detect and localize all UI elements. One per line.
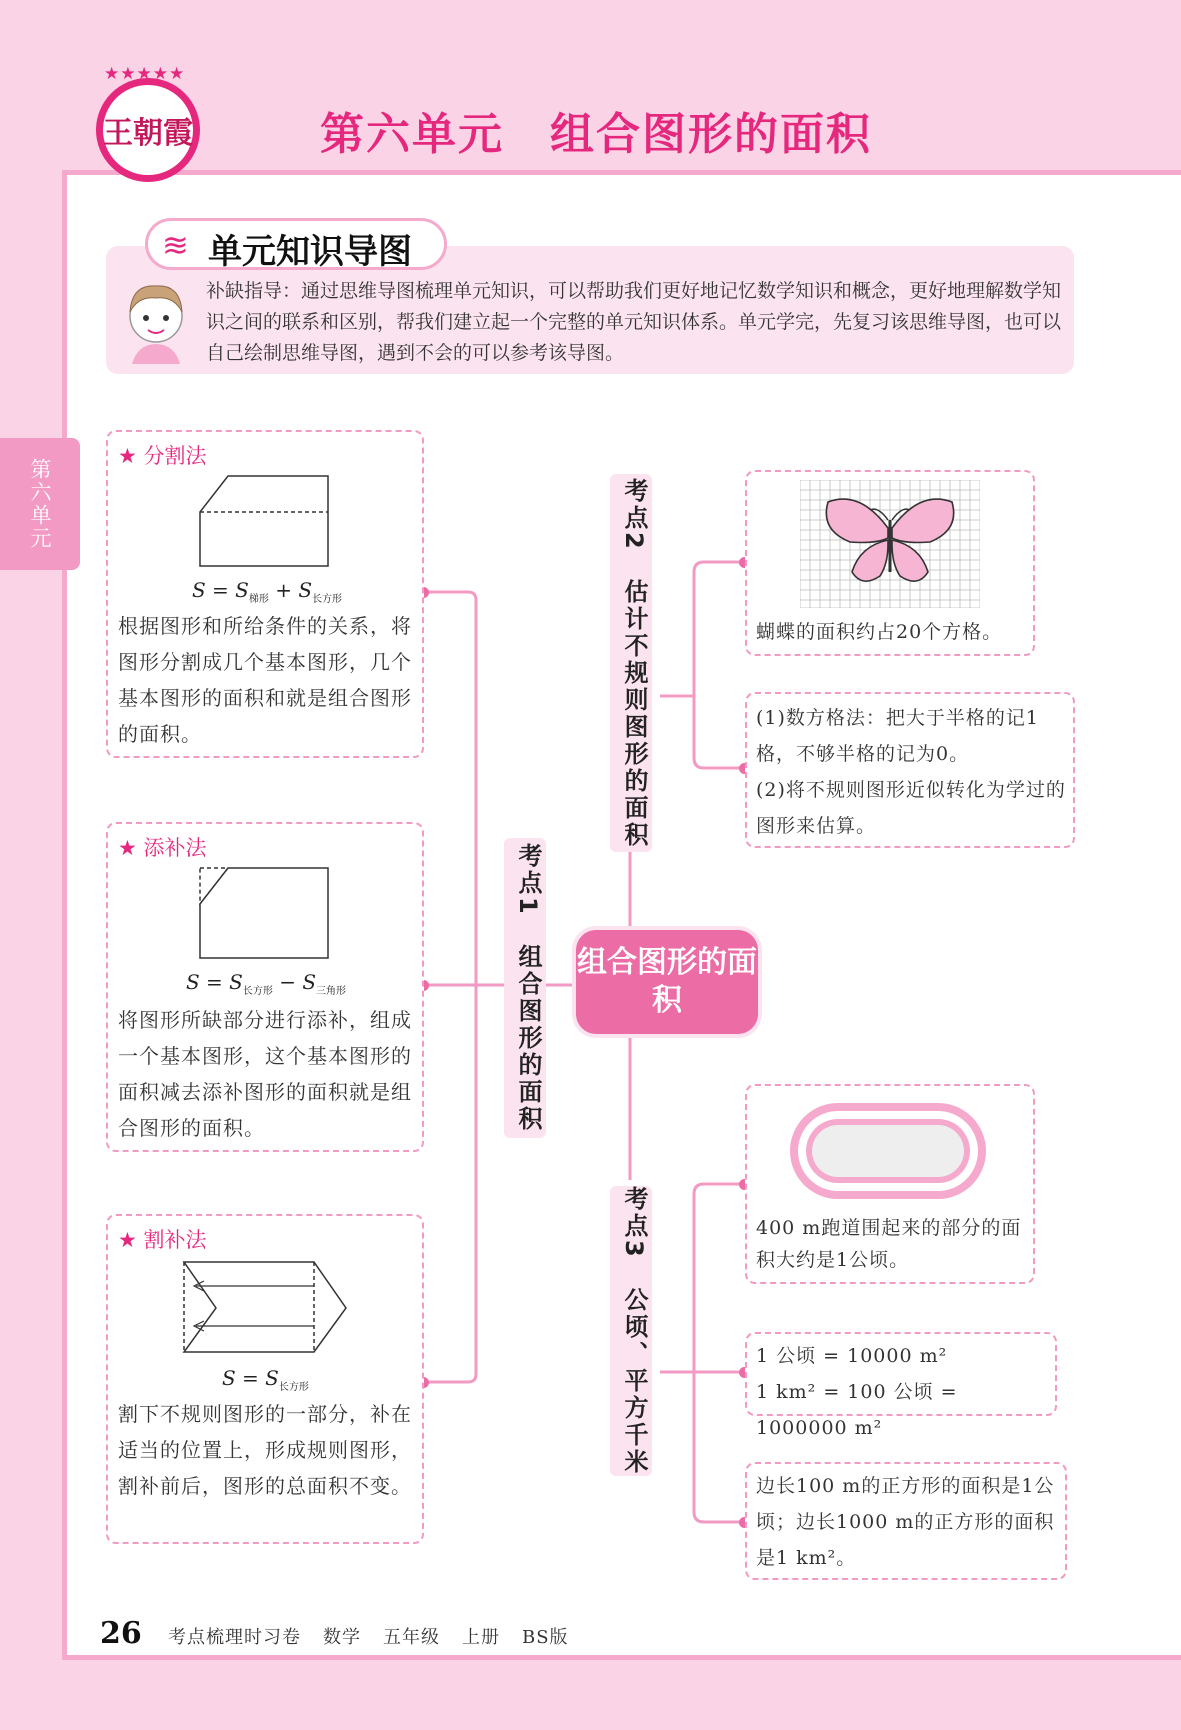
unit-title: 第六单元 组合图形的面积 <box>320 109 872 160</box>
running-track-field <box>812 1125 964 1177</box>
footer-subject: 数学 <box>323 1627 361 1648</box>
guide-text: 补缺指导：通过思维导图梳理单元知识，可以帮助我们更好地记忆数学知识和概念，更好地理解数学知识之间的联系和区别，帮我们建立起一个完整的单元知识体系。单元学完，先复习该思维导图，也可以自己绘制思维导图，遇到不会的可以参考该导图。 <box>206 280 1062 364</box>
footer-book: 考点梳理时习卷 <box>168 1627 301 1648</box>
logo-text: 王朝霞 <box>103 116 193 151</box>
point1-label[interactable]: 考点1 组合图形的面积 <box>504 838 546 1138</box>
star-icon: ★ <box>118 836 137 860</box>
square-area-text: 边长100 m的正方形的面积是1公顷；边长1000 m的正方形的面积是1 km²。 <box>756 1475 1055 1569</box>
center-node[interactable]: 组合图形的面积 <box>576 930 758 1034</box>
method-title: ★ 割补法 <box>118 1228 207 1252</box>
footer-volume: 上册 <box>462 1627 500 1648</box>
cutfill-figure <box>182 1260 348 1356</box>
side-tab-unit[interactable]: 第六单元 <box>0 438 80 570</box>
star-icon: ★ <box>118 444 137 468</box>
butterfly-caption: 蝴蝶的面积约占20个方格。 <box>756 621 1003 643</box>
conversion-line-2: 1 km² = 100 公顷 = 1000000 m² <box>756 1381 958 1439</box>
point2-label[interactable]: 考点2 估计不规则图形的面积 <box>610 474 652 852</box>
method-text: 割下不规则图形的一部分，补在适当的位置上，形成规则图形，割补前后，图形的总面积不变。 <box>118 1402 412 1498</box>
page-number: 26 <box>100 1616 142 1651</box>
estimate-method-text-1: (1)数方格法：把大于半格的记1格，不够半格的记为0。 <box>756 707 1040 765</box>
track-caption: 400 m跑道围起来的部分的面积大约是1公顷。 <box>756 1217 1022 1271</box>
footer-edition: BS版 <box>522 1627 569 1648</box>
split-figure <box>198 474 332 570</box>
footer-info <box>168 1623 591 1649</box>
point3-label[interactable]: 考点3 公顷、平方千米 <box>610 1186 652 1476</box>
formula-cutfill: $S = S_{长方形}$ <box>222 1366 309 1393</box>
formula-fill: $S = S_{长方形} - S_{三角形}$ <box>186 970 347 997</box>
fill-figure <box>198 866 332 962</box>
estimate-method-text-2: (2)将不规则图形近似转化为学过的图形来估算。 <box>756 779 1066 837</box>
butterfly-grid-figure <box>800 480 980 608</box>
method-text: 根据图形和所给条件的关系，将图形分割成几个基本图形，几个基本图形的面积和就是组合图形的面积。 <box>118 614 412 746</box>
conversion-line-1: 1 公顷 = 10000 m² <box>756 1345 948 1367</box>
formula-split: $S = S_{梯形} + S_{长方形}$ <box>192 578 343 605</box>
logo-stars-icon: ★★★★★ <box>104 64 186 84</box>
star-icon: ★ <box>118 1228 137 1252</box>
section-title: 单元知识导图 <box>208 232 412 272</box>
wave-icon: ≋ <box>162 226 189 264</box>
footer-grade: 五年级 <box>383 1627 440 1648</box>
method-title: ★ 添补法 <box>118 836 207 860</box>
method-title: ★ 分割法 <box>118 444 207 468</box>
method-text: 将图形所缺部分进行添补，组成一个基本图形，这个基本图形的面积减去添补图形的面积就是组合图形的面积。 <box>118 1008 412 1140</box>
